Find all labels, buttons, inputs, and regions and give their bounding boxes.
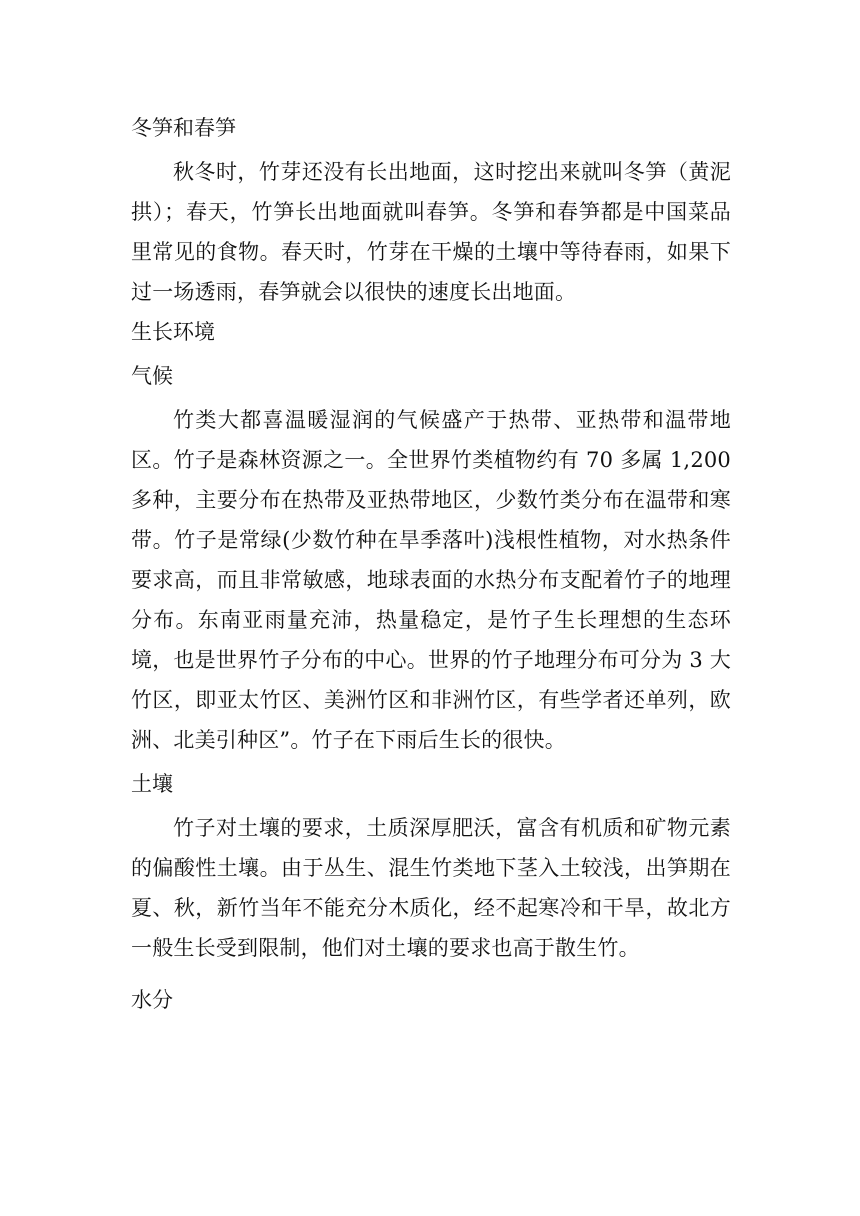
section-heading-climate: 气候 bbox=[131, 364, 173, 388]
document-body bbox=[131, 108, 731, 1020]
section-heading-growth-environment: 生长环境 bbox=[131, 320, 215, 344]
paragraph-winter-spring-shoots: 秋冬时，竹芽还没有长出地面，这时挖出来就叫冬笋（黄泥拱）；春天，竹笋长出地面就叫春笋。冬笋和春笋都是中国菜品里常见的食物。春天时，竹芽在干燥的土壤中等待春雨，如果下过一场透雨，春笋就会以很快的速度长出地面。 bbox=[131, 160, 731, 304]
section-heading-water: 水分 bbox=[131, 988, 173, 1012]
paragraph-climate: 竹类大都喜温暖湿润的气候盛产于热带、亚热带和温带地区。竹子是森林资源之一。全世界竹类植物约有 70 多属 1,200 多种，主要分布在热带及亚热带地区，少数竹类分布在温带和寒带。竹子是常绿(少数竹种在旱季落叶)浅根性植物，对水热条件要求高，而且非常敏感，地球表面的水热分布支配着竹子的地理分布。东南亚雨量充沛，热量稳定，是竹子生长理想的生态环境，也是世界竹子分布的中心。世界的竹子地理分布可分为 3 大竹区，即亚太竹区、美洲竹区和非洲竹区，有些学者还单列，欧洲、北美引种区”。竹子在下雨后生长的很快。 bbox=[131, 408, 731, 752]
section-heading-soil: 土壤 bbox=[131, 772, 173, 796]
section-heading-winter-spring-shoots: 冬笋和春笋 bbox=[131, 116, 236, 140]
paragraph-soil: 竹子对土壤的要求，土质深厚肥沃，富含有机质和矿物元素的偏酸性土壤。由于丛生、混生竹类地下茎入土较浅，出笋期在夏、秋，新竹当年不能充分木质化，经不起寒冷和干旱，故北方一般生长受到限制，他们对土壤的要求也高于散生竹。 bbox=[131, 816, 731, 960]
spacer bbox=[131, 968, 731, 980]
